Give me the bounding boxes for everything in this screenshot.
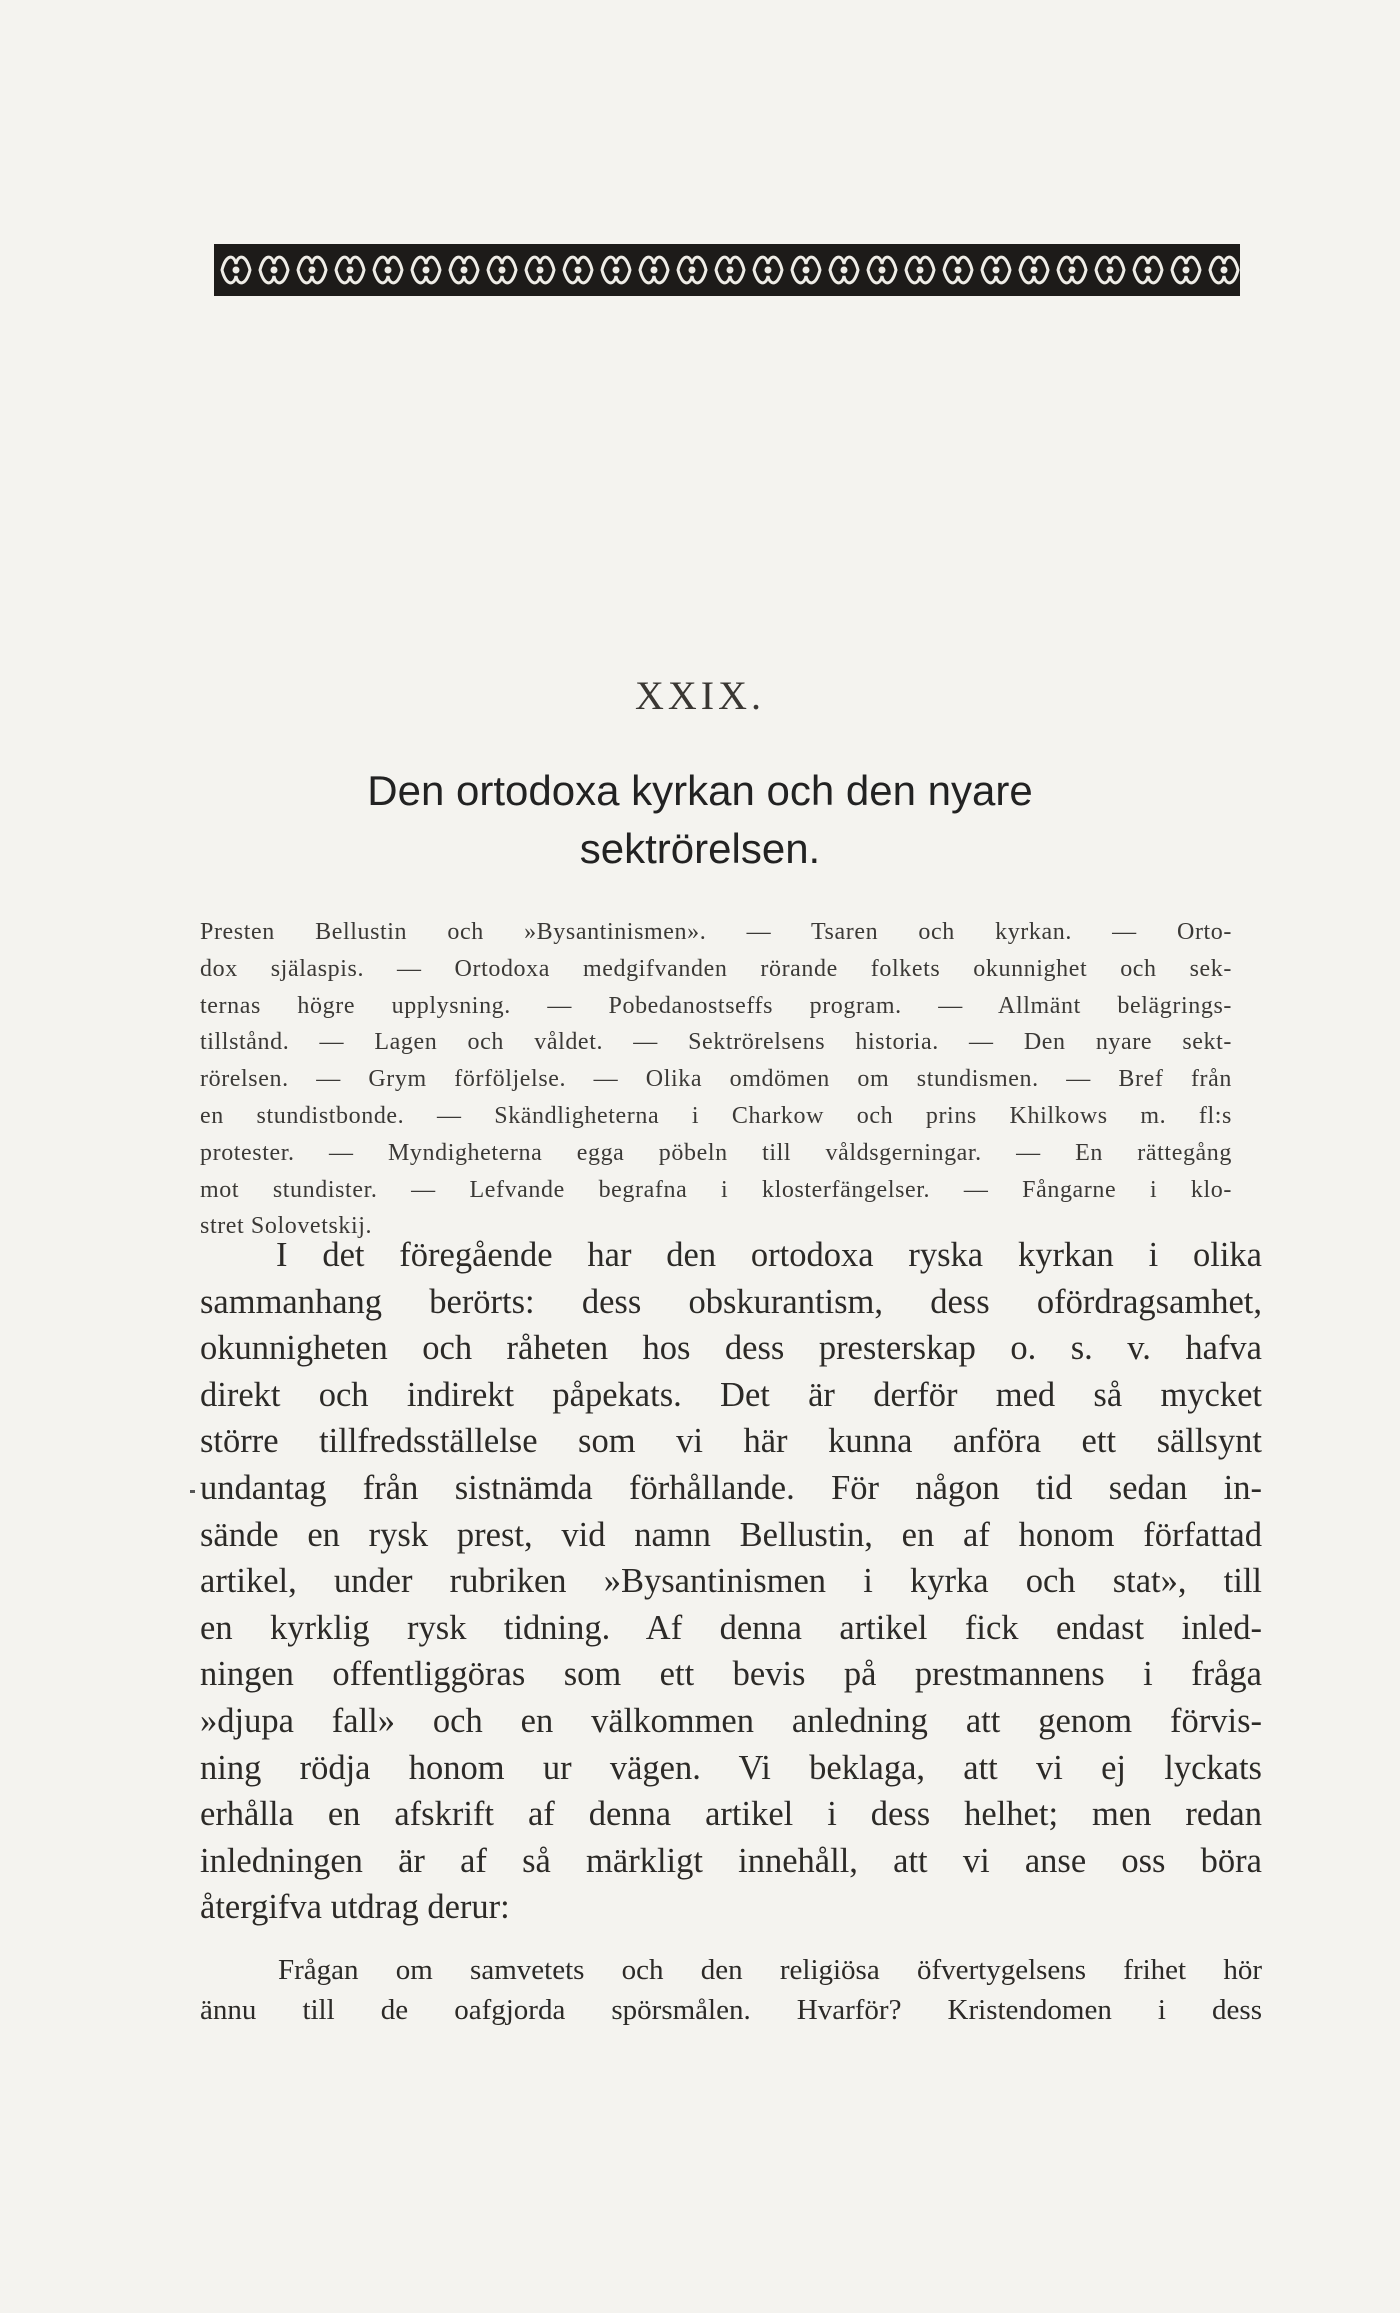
quote-line: Frågan om samvetets och den religiösa öfvertygelsens frihet hör bbox=[278, 1954, 1262, 1986]
ornament-dot bbox=[917, 267, 924, 274]
chapter-title bbox=[200, 762, 1200, 878]
body-paragraph bbox=[200, 1232, 1262, 1931]
ornament-dot bbox=[879, 267, 886, 274]
ornament-dot bbox=[309, 267, 316, 274]
body-line: en kyrklig rysk tidning. Af denna artikel fick endast inled- bbox=[200, 1608, 1262, 1647]
ornament-dot bbox=[1183, 267, 1190, 274]
ornament-dot bbox=[1221, 267, 1228, 274]
ornament-dot bbox=[385, 267, 392, 274]
body-line: I det föregående har den ortodoxa ryska kyrkan i olika bbox=[276, 1236, 1262, 1274]
ornament-dot bbox=[613, 267, 620, 274]
ornament-dot bbox=[1107, 267, 1114, 274]
body-line: okunnigheten och råheten hos dess presterskap o. s. v. hafva bbox=[200, 1329, 1262, 1368]
ornament-dot bbox=[993, 267, 1000, 274]
ornament-dot bbox=[955, 267, 962, 274]
body-line: inledningen är af så märkligt innehåll, att vi anse oss böra bbox=[200, 1841, 1262, 1880]
body-line: ning rödja honom ur vägen. Vi beklaga, att vi ej lyckats bbox=[200, 1748, 1262, 1787]
chapter-title-line-2: sektrörelsen. bbox=[579, 825, 821, 872]
summary-line: stret Solovetskij. bbox=[200, 1213, 373, 1240]
body-line: större tillfredsställelse som vi här kunna anföra ett sällsynt bbox=[200, 1422, 1262, 1461]
ornament-dot bbox=[1031, 267, 1038, 274]
body-line: sände en rysk prest, vid namn Bellustin, en af honom författad bbox=[200, 1515, 1262, 1554]
ornament-dot bbox=[803, 267, 810, 274]
ornament-dot bbox=[765, 267, 772, 274]
ornament-dot bbox=[575, 267, 582, 274]
body-line: ningen offentliggöras som ett bevis på prestmannens i fråga bbox=[200, 1655, 1262, 1694]
summary-line: Presten Bellustin och »Bysantinismen». — Tsaren och kyrkan. — Orto- bbox=[200, 919, 1232, 945]
ornament-dot bbox=[233, 267, 240, 274]
ornament-dot bbox=[347, 267, 354, 274]
quote-line: ännu till de oafgjorda spörsmålen. Hvarför? Kristendomen i dess bbox=[200, 1994, 1262, 2026]
ornament-dot bbox=[1145, 267, 1152, 274]
ornament-dot bbox=[1069, 267, 1076, 274]
ornament-dot bbox=[423, 267, 430, 274]
ornament-dot bbox=[651, 267, 658, 274]
body-line: artikel, under rubriken »Bysantinismen i kyrka och stat», till bbox=[200, 1562, 1262, 1601]
body-line: sammanhang berörts: dess obskurantism, dess ofördragsamhet, bbox=[200, 1282, 1262, 1321]
body-line: återgifva utdrag derur: bbox=[200, 1888, 510, 1927]
summary-line: protester. — Myndigheterna egga pöbeln till våldsgerningar. — En rättegång bbox=[200, 1139, 1232, 1166]
summary-line: en stundistbonde. — Skändligheterna i Charkow och prins Khilkows m. fl:s bbox=[200, 1102, 1232, 1129]
summary-line: ternas högre upplysning. — Pobedanostseffs program. — Allmänt belägrings- bbox=[200, 992, 1232, 1019]
quoted-passage bbox=[200, 1950, 1262, 2030]
ornament-dot bbox=[537, 267, 544, 274]
print-mark bbox=[190, 1490, 195, 1493]
ornament-dot bbox=[841, 267, 848, 274]
chapter-summary bbox=[200, 914, 1232, 1245]
body-line: »djupa fall» och en välkommen anledning att genom förvis- bbox=[200, 1701, 1262, 1740]
body-line: erhålla en afskrift af denna artikel i dess helhet; men redan bbox=[200, 1795, 1262, 1834]
body-line: undantag från sistnämda förhållande. För någon tid sedan in- bbox=[200, 1468, 1262, 1507]
ornament-pattern bbox=[214, 244, 1240, 296]
ornament-dot bbox=[461, 267, 468, 274]
ornament-dot bbox=[689, 267, 696, 274]
summary-line: dox själaspis. — Ortodoxa medgifvanden rörande folkets okunnighet och sek- bbox=[200, 955, 1232, 982]
summary-line: mot stundister. — Lefvande begrafna i klosterfängelser. — Fångarne i klo- bbox=[200, 1176, 1232, 1203]
chapter-number: XXIX. bbox=[635, 673, 765, 718]
summary-line: tillstånd. — Lagen och våldet. — Sektrörelsens historia. — Den nyare sekt- bbox=[200, 1029, 1232, 1056]
body-line: direkt och indirekt påpekats. Det är derför med så mycket bbox=[200, 1375, 1262, 1414]
summary-line: rörelsen. — Grym förföljelse. — Olika omdömen om stundismen. — Bref från bbox=[200, 1066, 1232, 1093]
ornament-dot bbox=[727, 267, 734, 274]
chapter-title-line-1: Den ortodoxa kyrkan och den nyare bbox=[367, 767, 1033, 814]
ornament-dot bbox=[271, 267, 278, 274]
ornament-dot bbox=[499, 267, 506, 274]
ornamental-header-band bbox=[214, 244, 1240, 296]
